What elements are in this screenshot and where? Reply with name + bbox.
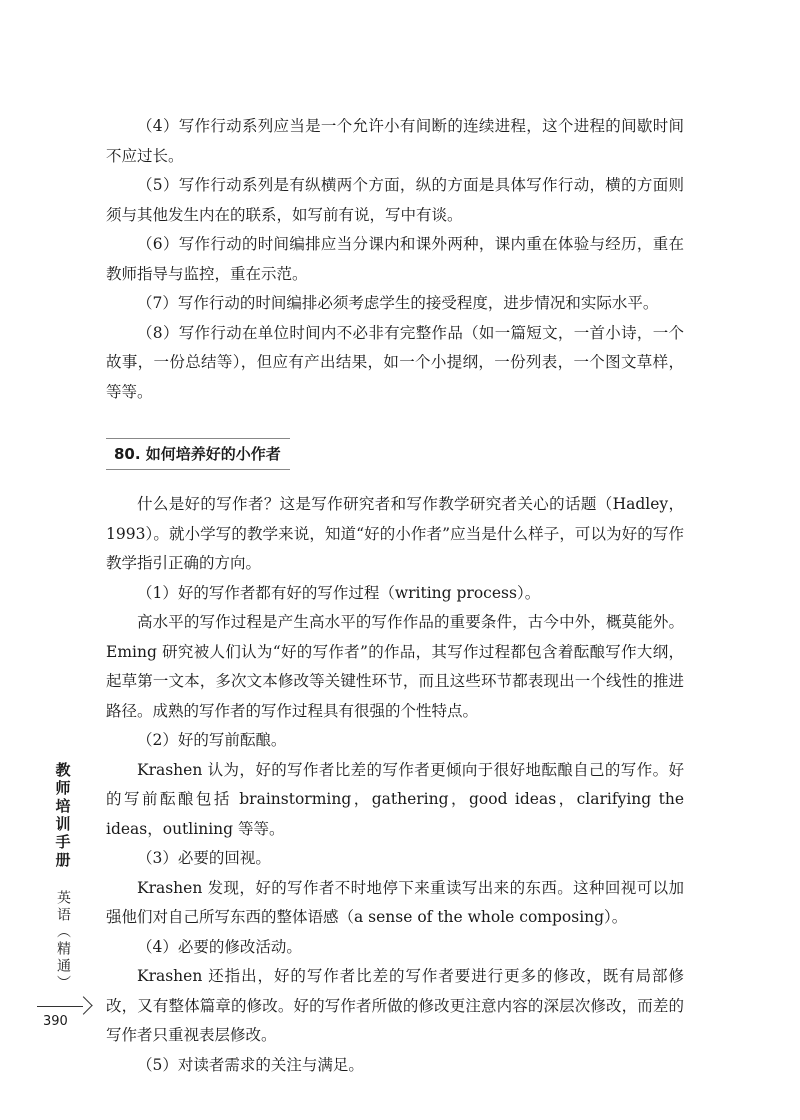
list-item: （4）写作行动系列应当是一个允许小有间断的连续进程，这个进程的间歇时间不应过长。	[106, 117, 684, 165]
paragraph: （4）必要的修改活动。	[137, 937, 302, 956]
book-title: 教师培训手册	[53, 762, 72, 870]
paragraph: （5）对读者需求的关注与满足。	[137, 1055, 364, 1074]
list-item: （6）写作行动的时间编排应当分课内和课外两种，课内重在体验与经历，重在教师指导与监控，重在示范。	[106, 235, 684, 283]
page-number: 390	[43, 1014, 68, 1029]
page-body	[106, 112, 684, 1080]
list-item: （8）写作行动在单位时间内不必非有完整作品（如一篇短文，一首小诗，一个故事，一份总结等），但应有产出结果，如一个小提纲，一份列表，一个图文草样，等等。	[106, 323, 684, 401]
paragraph: （1）好的写作者都有好的写作过程（writing process）。	[137, 583, 541, 602]
paragraph: Krashen 还指出，好的写作者比差的写作者要进行更多的修改，既有局部修改，又有整体篇章的修改。好的写作者所做的修改更注意内容的深层次修改，而差的写作者只重视表层修改。	[106, 967, 684, 1044]
paragraph: Krashen 认为，好的写作者比差的写作者更倾向于很好地酝酿自己的写作。好的写前酝酿包括 brainstorming，gathering，good ideas，clarifying the ideas，outlining 等等。	[106, 760, 684, 838]
section-heading: 80. 如何培养好的小作者	[106, 438, 290, 470]
chevron-right-icon	[74, 996, 92, 1014]
margin-sidebar	[37, 762, 89, 1029]
paragraph: （2）好的写前酝酿。	[137, 731, 287, 749]
paragraph: 什么是好的写作者？这是写作研究者和写作教学研究者关心的话题（Hadley，1993）。就小学写的教学来说，知道“好的小作者”应当是什么样子，可以为好的写作教学指引正确的方向。	[106, 495, 684, 572]
list-item: （7）写作行动的时间编排必须考虑学生的接受程度，进步情况和实际水平。	[137, 294, 659, 312]
paragraph: 高水平的写作过程是产生高水平的写作作品的重要条件，古今中外，概莫能外。Eming 研究被人们认为“好的写作者”的作品，其写作过程都包含着酝酿写作大纲，起草第一文本，多次文本修改等关键性环节，而且这些环节都表现出一个线性的推进路径。成熟的写作者的写作过程具有很强的个性特点。	[106, 613, 684, 720]
paragraph: （3）必要的回视。	[137, 849, 271, 867]
page-marker-arrow	[37, 1002, 89, 1012]
list-item: （5）写作行动系列是有纵横两个方面，纵的方面是具体写作行动，横的方面则须与其他发生内在的联系，如写前有说，写中有谈。	[106, 176, 684, 224]
paragraph: Krashen 发现，好的写作者不时地停下来重读写出来的东西。这种回视可以加强他们对自己所写东西的整体语感（a sense of the whole composing）。	[106, 878, 684, 926]
book-subject: 英语（精通）	[55, 890, 71, 992]
